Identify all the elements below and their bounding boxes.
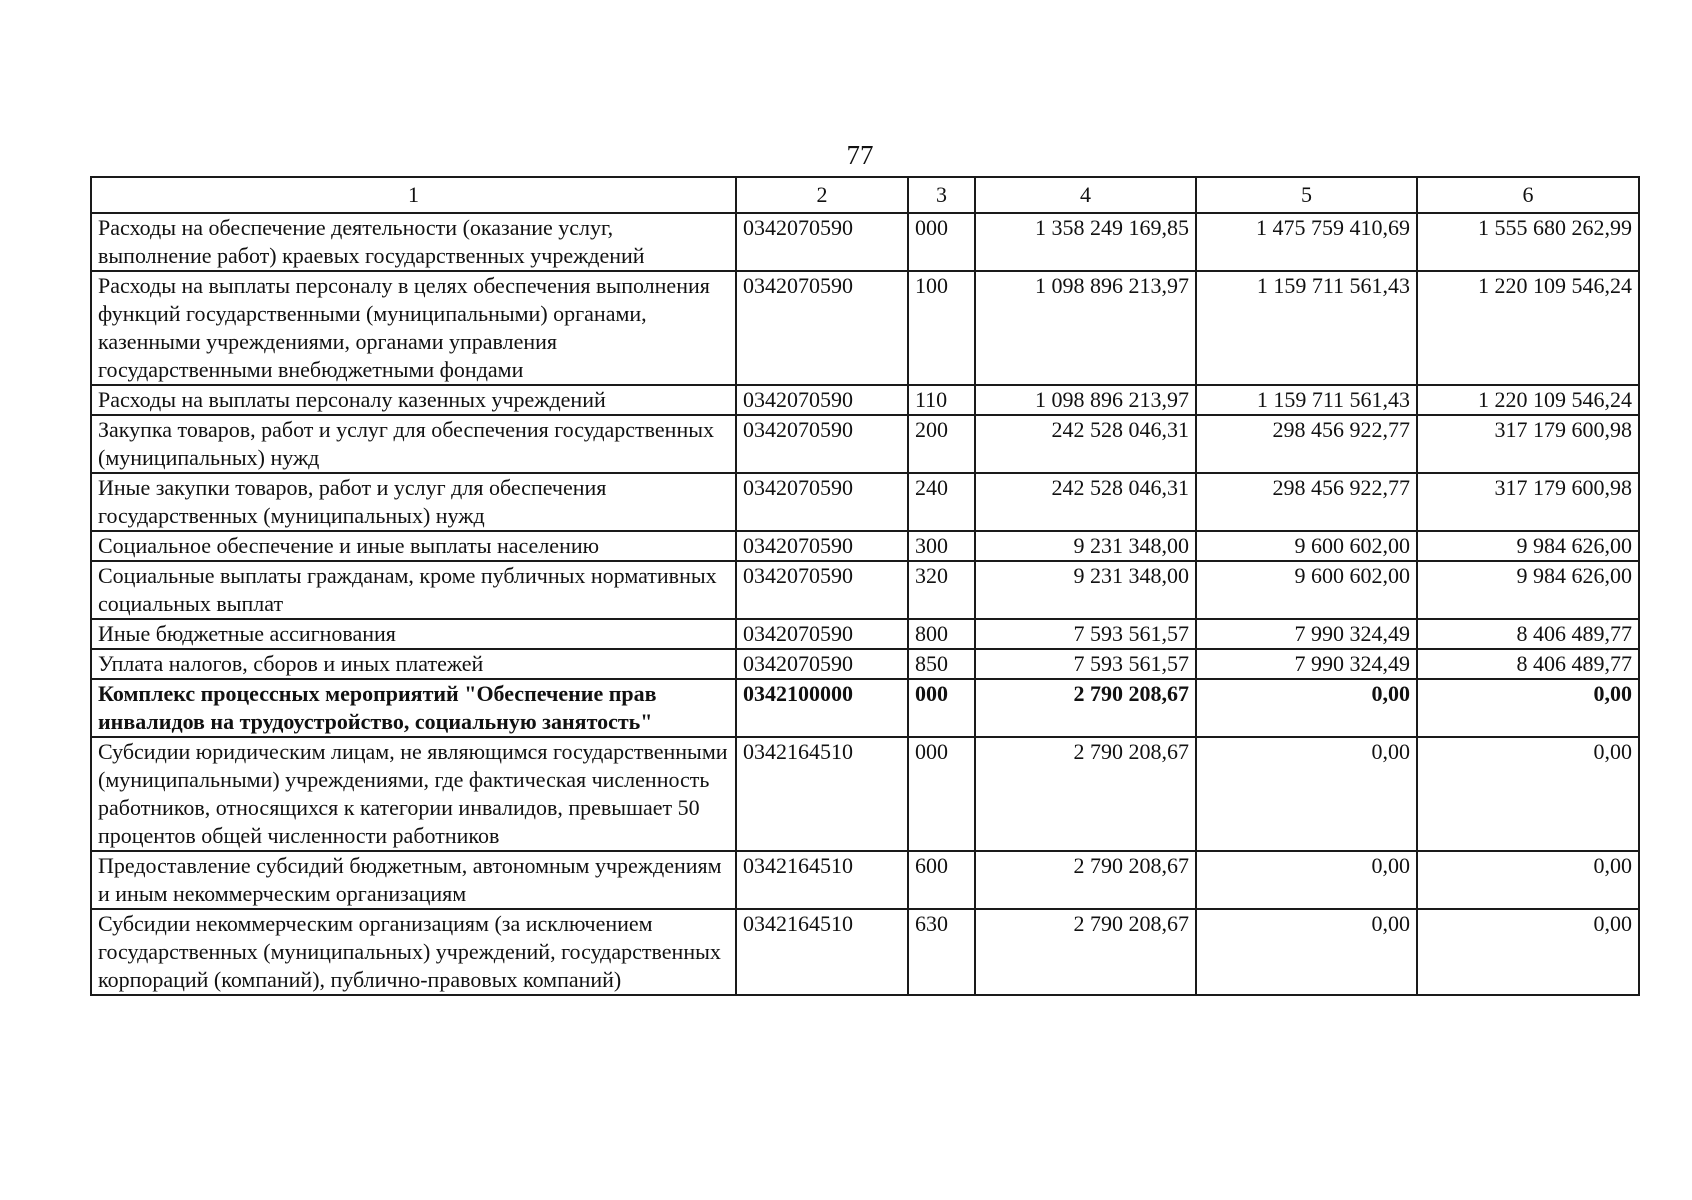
budget-table (90, 176, 1640, 996)
target-code-cell: 0342164510 (736, 909, 908, 995)
amount-col5-cell: 7 990 324,49 (1196, 649, 1417, 679)
table-row (91, 415, 1639, 473)
table-row (91, 737, 1639, 851)
column-header: 5 (1196, 177, 1417, 213)
item-name-cell: Расходы на выплаты персоналу казенных учреждений (91, 385, 736, 415)
expense-type-cell: 200 (908, 415, 975, 473)
amount-col4-cell: 9 231 348,00 (975, 561, 1196, 619)
table-header-row (91, 177, 1639, 213)
expense-type-cell: 100 (908, 271, 975, 385)
target-code-cell: 0342070590 (736, 385, 908, 415)
amount-col5-cell: 0,00 (1196, 851, 1417, 909)
table-row (91, 649, 1639, 679)
table-row (91, 619, 1639, 649)
table-row (91, 851, 1639, 909)
item-name-cell: Субсидии юридическим лицам, не являющимся государственными (муниципальными) учреждениями, где фактическая численность работников, относящихся к категории инвалидов, превышает 50 процентов общей численности работников (91, 737, 736, 851)
expense-type-cell: 300 (908, 531, 975, 561)
amount-col6-cell: 317 179 600,98 (1417, 415, 1639, 473)
column-header: 6 (1417, 177, 1639, 213)
amount-col6-cell: 0,00 (1417, 851, 1639, 909)
amount-col6-cell: 9 984 626,00 (1417, 531, 1639, 561)
target-code-cell: 0342070590 (736, 415, 908, 473)
amount-col6-cell: 8 406 489,77 (1417, 649, 1639, 679)
target-code-cell: 0342070590 (736, 213, 908, 271)
item-name-cell: Расходы на обеспечение деятельности (оказание услуг, выполнение работ) краевых государственных учреждений (91, 213, 736, 271)
amount-col4-cell: 9 231 348,00 (975, 531, 1196, 561)
amount-col6-cell: 0,00 (1417, 737, 1639, 851)
table-row (91, 679, 1639, 737)
item-name-cell: Комплекс процессных мероприятий "Обеспечение прав инвалидов на трудоустройство, социальную занятость" (91, 679, 736, 737)
amount-col5-cell: 0,00 (1196, 909, 1417, 995)
expense-type-cell: 000 (908, 737, 975, 851)
target-code-cell: 0342100000 (736, 679, 908, 737)
amount-col4-cell: 1 098 896 213,97 (975, 271, 1196, 385)
amount-col5-cell: 0,00 (1196, 737, 1417, 851)
amount-col5-cell: 1 159 711 561,43 (1196, 385, 1417, 415)
item-name-cell: Предоставление субсидий бюджетным, автономным учреждениям и иным некоммерческим организациям (91, 851, 736, 909)
amount-col4-cell: 2 790 208,67 (975, 737, 1196, 851)
amount-col5-cell: 298 456 922,77 (1196, 415, 1417, 473)
item-name-cell: Иные бюджетные ассигнования (91, 619, 736, 649)
table-row (91, 909, 1639, 995)
amount-col5-cell: 1 475 759 410,69 (1196, 213, 1417, 271)
amount-col6-cell: 1 220 109 546,24 (1417, 271, 1639, 385)
table-row (91, 271, 1639, 385)
table-row (91, 473, 1639, 531)
amount-col6-cell: 0,00 (1417, 679, 1639, 737)
expense-type-cell: 600 (908, 851, 975, 909)
amount-col5-cell: 1 159 711 561,43 (1196, 271, 1417, 385)
table-row (91, 213, 1639, 271)
column-header: 3 (908, 177, 975, 213)
amount-col4-cell: 2 790 208,67 (975, 909, 1196, 995)
amount-col6-cell: 1 555 680 262,99 (1417, 213, 1639, 271)
expense-type-cell: 000 (908, 213, 975, 271)
expense-type-cell: 850 (908, 649, 975, 679)
amount-col5-cell: 0,00 (1196, 679, 1417, 737)
item-name-cell: Закупка товаров, работ и услуг для обеспечения государственных (муниципальных) нужд (91, 415, 736, 473)
item-name-cell: Расходы на выплаты персоналу в целях обеспечения выполнения функций государственными (муниципальными) органами, казенными учреждениями, органами управления государственными внебюджетными фондами (91, 271, 736, 385)
item-name-cell: Иные закупки товаров, работ и услуг для обеспечения государственных (муниципальных) нужд (91, 473, 736, 531)
target-code-cell: 0342070590 (736, 619, 908, 649)
amount-col6-cell: 0,00 (1417, 909, 1639, 995)
amount-col5-cell: 9 600 602,00 (1196, 531, 1417, 561)
expense-type-cell: 000 (908, 679, 975, 737)
amount-col5-cell: 7 990 324,49 (1196, 619, 1417, 649)
table-row (91, 561, 1639, 619)
target-code-cell: 0342070590 (736, 561, 908, 619)
amount-col5-cell: 9 600 602,00 (1196, 561, 1417, 619)
amount-col4-cell: 1 358 249 169,85 (975, 213, 1196, 271)
amount-col6-cell: 317 179 600,98 (1417, 473, 1639, 531)
expense-type-cell: 320 (908, 561, 975, 619)
table-row (91, 531, 1639, 561)
target-code-cell: 0342164510 (736, 851, 908, 909)
column-header: 1 (91, 177, 736, 213)
amount-col4-cell: 242 528 046,31 (975, 473, 1196, 531)
expense-type-cell: 800 (908, 619, 975, 649)
target-code-cell: 0342070590 (736, 271, 908, 385)
target-code-cell: 0342070590 (736, 473, 908, 531)
item-name-cell: Социальные выплаты гражданам, кроме публичных нормативных социальных выплат (91, 561, 736, 619)
column-header: 4 (975, 177, 1196, 213)
target-code-cell: 0342070590 (736, 531, 908, 561)
amount-col4-cell: 7 593 561,57 (975, 649, 1196, 679)
amount-col4-cell: 242 528 046,31 (975, 415, 1196, 473)
amount-col6-cell: 9 984 626,00 (1417, 561, 1639, 619)
expense-type-cell: 110 (908, 385, 975, 415)
amount-col6-cell: 8 406 489,77 (1417, 619, 1639, 649)
table-row (91, 385, 1639, 415)
page-number: 77 (846, 140, 874, 170)
amount-col4-cell: 7 593 561,57 (975, 619, 1196, 649)
target-code-cell: 0342164510 (736, 737, 908, 851)
amount-col4-cell: 1 098 896 213,97 (975, 385, 1196, 415)
expense-type-cell: 240 (908, 473, 975, 531)
amount-col4-cell: 2 790 208,67 (975, 851, 1196, 909)
item-name-cell: Уплата налогов, сборов и иных платежей (91, 649, 736, 679)
amount-col6-cell: 1 220 109 546,24 (1417, 385, 1639, 415)
item-name-cell: Субсидии некоммерческим организациям (за исключением государственных (муниципальных) учреждений, государственных корпораций (компаний), публично-правовых компаний) (91, 909, 736, 995)
column-header: 2 (736, 177, 908, 213)
amount-col5-cell: 298 456 922,77 (1196, 473, 1417, 531)
item-name-cell: Социальное обеспечение и иные выплаты населению (91, 531, 736, 561)
expense-type-cell: 630 (908, 909, 975, 995)
amount-col4-cell: 2 790 208,67 (975, 679, 1196, 737)
target-code-cell: 0342070590 (736, 649, 908, 679)
